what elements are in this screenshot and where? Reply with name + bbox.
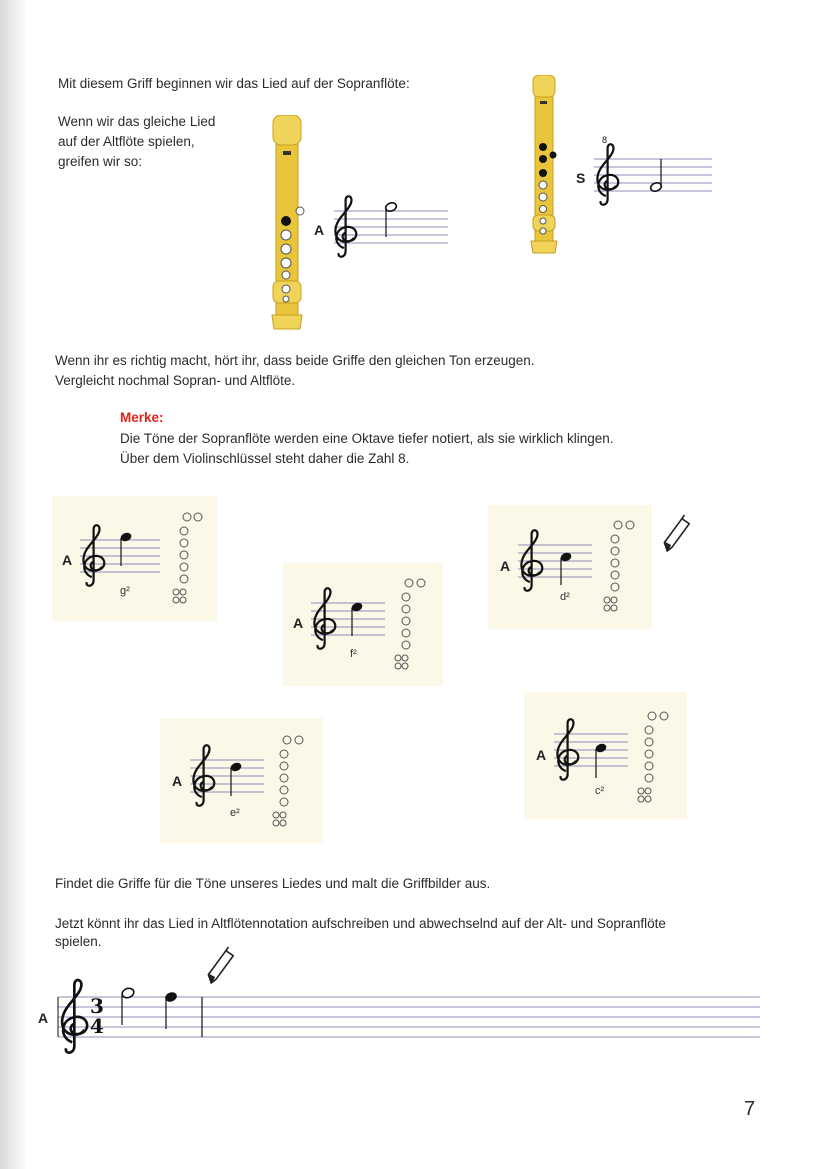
soprano-staff-letter: S xyxy=(576,170,586,186)
merke-title: Merke: xyxy=(120,410,164,425)
soprano-staff xyxy=(572,135,722,215)
exercise-line-2: Jetzt könnt ihr das Lied in Altflötennotation aufschreiben und abwechselnd auf der Alt- und Sopranflöte xyxy=(55,916,666,931)
treble-clef-icon xyxy=(557,719,578,780)
fingering-card-c2 xyxy=(524,692,687,819)
exercise-line-3: spielen. xyxy=(55,934,102,949)
fingering-card-e2 xyxy=(160,718,323,843)
svg-text:8: 8 xyxy=(602,135,608,145)
treble-clef-icon xyxy=(521,530,542,591)
alto-staff-letter: A xyxy=(314,222,325,238)
exercise-line-1: Findet die Griffe für die Töne unseres Liedes und malt die Griffbilder aus. xyxy=(55,876,491,891)
card-note-label: f² xyxy=(350,648,357,660)
alto-staff xyxy=(310,195,455,265)
compare-line-2: Vergleicht nochmal Sopran- und Altflöte. xyxy=(55,373,296,388)
fingering-card-g2 xyxy=(52,496,217,621)
treble-clef-icon xyxy=(314,588,335,649)
time-signature-bottom: 4 xyxy=(90,1014,104,1038)
card-letter: A xyxy=(536,747,547,763)
card-note-label: g² xyxy=(120,585,130,597)
compare-line-1: Wenn ihr es richtig macht, hört ihr, dass beide Griffe den gleichen Ton erzeugen. xyxy=(55,353,535,368)
card-letter: A xyxy=(500,558,511,574)
fingering-card-d2 xyxy=(488,505,652,629)
treble-clef-icon xyxy=(335,196,356,257)
alt-intro-line-1: Wenn wir das gleiche Lied xyxy=(58,114,216,129)
card-letter: A xyxy=(62,552,73,568)
writing-staff xyxy=(36,975,766,1055)
alt-intro-line-2: auf der Altflöte spielen, xyxy=(58,134,195,149)
treble-clef-icon xyxy=(193,745,214,806)
card-letter: A xyxy=(293,615,304,631)
writing-staff-letter: A xyxy=(38,1010,49,1026)
alt-intro-line-3: greifen wir so: xyxy=(58,154,143,169)
treble-clef-icon xyxy=(83,525,104,586)
soprano-recorder-icon xyxy=(525,75,565,255)
page-number: 7 xyxy=(744,1098,756,1120)
intro-line: Mit diesem Griff beginnen wir das Lied auf der Sopranflöte: xyxy=(58,76,410,91)
alto-recorder-icon xyxy=(262,115,312,333)
card-note-label: e² xyxy=(230,807,240,819)
fingering-card-f2 xyxy=(283,563,443,686)
merke-line-1: Die Töne der Sopranflöte werden eine Oktave tiefer notiert, als sie wirklich klingen. xyxy=(120,431,614,446)
treble-clef-icon xyxy=(62,980,87,1053)
card-letter: A xyxy=(172,773,183,789)
pencil-icon xyxy=(658,508,692,556)
page-gutter xyxy=(0,0,28,1169)
card-note-label: c² xyxy=(595,785,605,797)
time-signature-top: 3 xyxy=(90,994,104,1018)
merke-line-2: Über dem Violinschlüssel steht daher die Zahl 8. xyxy=(120,451,410,466)
card-note-label: d² xyxy=(560,591,570,603)
treble-clef-icon xyxy=(597,144,618,205)
